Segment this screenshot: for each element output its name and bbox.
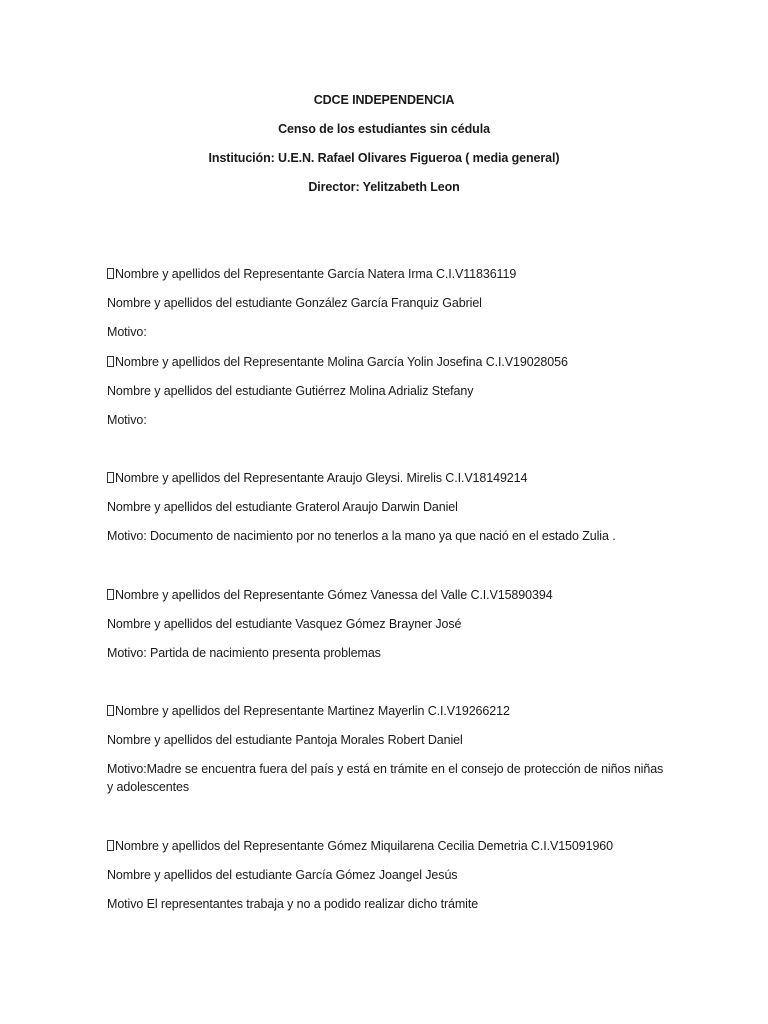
entry-6-estudiante: Nombre y apellidos del estudiante García Gómez Joangel Jesús <box>107 868 458 882</box>
entry-4-motivo: Motivo: Partida de nacimiento presenta problemas <box>107 646 381 660</box>
entry-1-motivo: Motivo: <box>107 325 147 339</box>
header-institution: Institución: U.E.N. Rafael Olivares Figueroa ( media general) <box>208 151 560 165</box>
entry-4-estudiante: Nombre y apellidos del estudiante Vasquez Gómez Brayner José <box>107 617 462 631</box>
document-header <box>0 92 768 208</box>
bullet-icon <box>107 356 114 367</box>
header-title: Censo de los estudiantes sin cédula <box>278 122 490 136</box>
entry-4-representante: Nombre y apellidos del Representante Gómez Vanessa del Valle C.I.V15890394 <box>107 586 553 604</box>
entry-3-representante: Nombre y apellidos del Representante Araujo Gleysi. Mirelis C.I.V18149214 <box>107 469 527 487</box>
bullet-icon <box>107 840 114 851</box>
entry-5-representante: Nombre y apellidos del Representante Martinez Mayerlin C.I.V19266212 <box>107 702 510 720</box>
bullet-icon <box>107 268 114 279</box>
header-director: Director: Yelitzabeth Leon <box>308 180 460 194</box>
entry-1-representante: Nombre y apellidos del Representante García Natera Irma C.I.V11836119 <box>107 265 516 283</box>
entry-1-estudiante: Nombre y apellidos del estudiante González García Franquiz Gabriel <box>107 296 482 310</box>
bullet-icon <box>107 472 114 483</box>
entry-3-estudiante: Nombre y apellidos del estudiante Graterol Araujo Darwin Daniel <box>107 500 458 514</box>
header-org: CDCE INDEPENDENCIA <box>313 93 455 107</box>
entry-2-representante: Nombre y apellidos del Representante Molina García Yolin Josefina C.I.V19028056 <box>107 353 568 371</box>
entry-3-motivo: Motivo: Documento de nacimiento por no tenerlos a la mano ya que nació en el estado Zulia . <box>107 529 616 543</box>
entry-2-motivo: Motivo: <box>107 413 147 427</box>
entry-5-motivo: Motivo:Madre se encuentra fuera del país y está en trámite en el consejo de protección de niños niñas y adolescentes <box>107 762 664 794</box>
entry-5-estudiante: Nombre y apellidos del estudiante Pantoja Morales Robert Daniel <box>107 733 463 747</box>
entry-6-motivo: Motivo El representantes trabaja y no a podido realizar dicho trámite <box>107 897 479 911</box>
entry-6-representante: Nombre y apellidos del Representante Gómez Miquilarena Cecilia Demetria C.I.V15091960 <box>107 837 613 855</box>
bullet-icon <box>107 705 114 716</box>
entry-2-estudiante: Nombre y apellidos del estudiante Gutiérrez Molina Adrializ Stefany <box>107 384 474 398</box>
bullet-icon <box>107 589 114 600</box>
